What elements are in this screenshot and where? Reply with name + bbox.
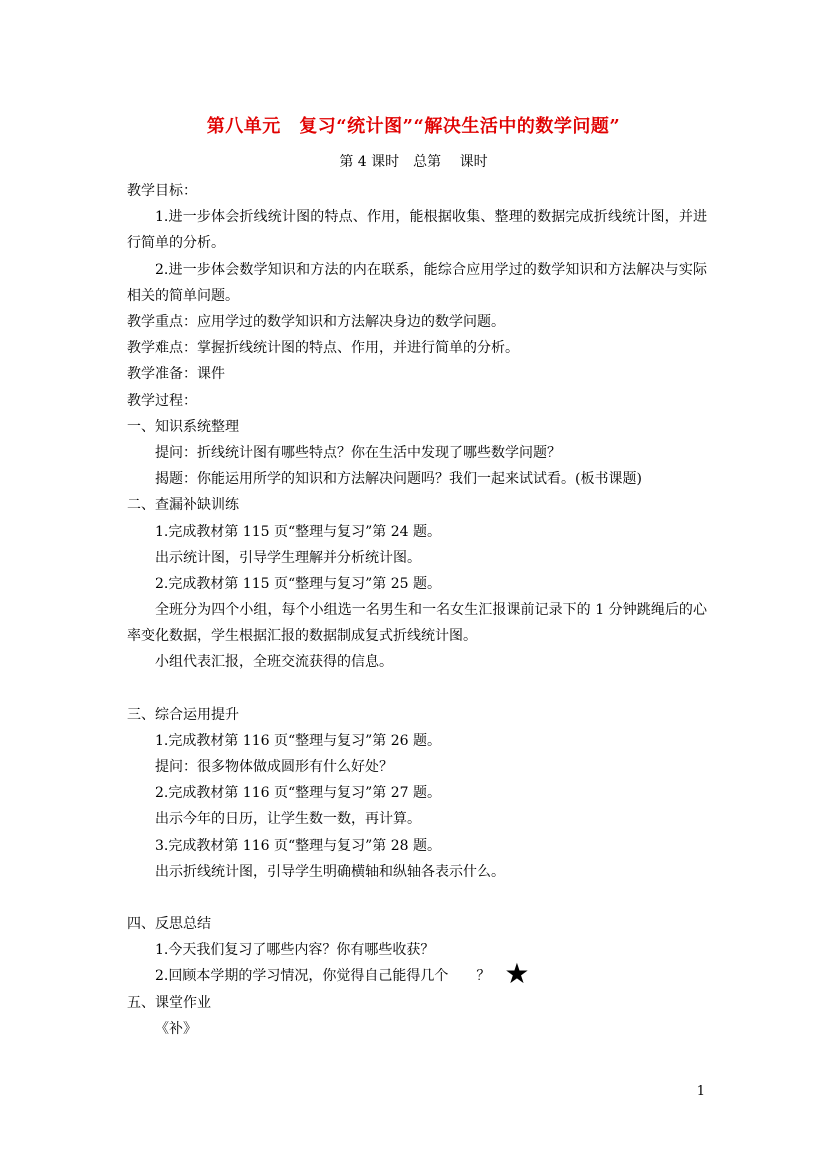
section-4-heading: 四、反思总结: [127, 915, 211, 932]
lesson-title: 第八单元 复习“统计图”“解决生活中的数学问题”: [206, 116, 621, 137]
spacer: [127, 676, 707, 702]
lesson-body: [127, 178, 707, 1042]
section-5-heading: 五、课堂作业: [127, 994, 211, 1011]
objective-2: 2.进一步体会数学知识和方法的内在联系，能综合应用学过的数学知识和方法解决与实际相关的简单问题。: [127, 261, 707, 304]
objectives-label: 教学目标：: [127, 183, 197, 199]
section-2-line-5: 小组代表汇报，全班交流获得的信息。: [155, 654, 393, 671]
section-3-line-4: 出示今年的日历，让学生数一数，再计算。: [155, 811, 421, 828]
section-1-heading: 一、知识系统整理: [127, 418, 239, 435]
section-3-line-2: 提问：很多物体做成圆形有什么好处？: [155, 759, 393, 776]
section-1-line-1: 提问：折线统计图有哪些特点？你在生活中发现了哪些数学问题？: [155, 444, 561, 461]
section-1-line-2: 揭题：你能运用所学的知识和方法解决问题吗？我们一起来试试看。(板书课题): [155, 471, 642, 488]
difficulties: 教学难点：掌握折线统计图的特点、作用，并进行简单的分析。: [127, 340, 519, 357]
objective-1: 1.进一步体会折线统计图的特点、作用，能根据收集、整理的数据完成折线统计图，并进行简单的分析。: [127, 209, 707, 252]
section-3-heading: 三、综合运用提升: [127, 706, 239, 723]
section-2-line-2: 出示统计图，引导学生理解并分析统计图。: [155, 549, 421, 566]
key-points: 教学重点：应用学过的数学知识和方法解决身边的数学问题。: [127, 314, 505, 330]
section-3-line-5: 3.完成教材第 116 页“整理与复习”第 28 题。: [155, 837, 442, 854]
section-3-line-1: 1.完成教材第 116 页“整理与复习”第 26 题。: [155, 732, 442, 749]
section-3-line-3: 2.完成教材第 116 页“整理与复习”第 27 题。: [155, 785, 442, 802]
page-number: 1: [696, 1084, 705, 1099]
section-2-line-3: 2.完成教材第 115 页“整理与复习”第 25 题。: [155, 575, 442, 592]
section-2-line-4: 全班分为四个小组，每个小组选一名男生和一名女生汇报课前记录下的 1 分钟跳绳后的心率变化数据，学生根据汇报的数据制成复式折线统计图。: [127, 602, 707, 645]
preparation: 教学准备：课件: [127, 366, 225, 383]
section-4-line-2-row: [127, 957, 707, 991]
process-label: 教学过程：: [127, 392, 197, 409]
spacer: [127, 885, 707, 911]
section-2-line-1: 1.完成教材第 115 页“整理与复习”第 24 题。: [155, 523, 442, 540]
star-icon: ★: [504, 957, 530, 991]
section-4-line-2: 2.回顾本学期的学习情况，你觉得自己能得几个 ？: [155, 968, 491, 985]
section-3-line-6: 出示折线统计图，引导学生明确横轴和纵轴各表示什么。: [155, 863, 505, 880]
section-4-line-1: 1.今天我们复习了哪些内容？你有哪些收获？: [155, 942, 435, 959]
section-2-heading: 二、查漏补缺训练: [127, 497, 239, 514]
section-5-line-1: 《补》: [155, 1020, 197, 1037]
lesson-period: 第 4 课时 总第 课时: [339, 154, 488, 170]
